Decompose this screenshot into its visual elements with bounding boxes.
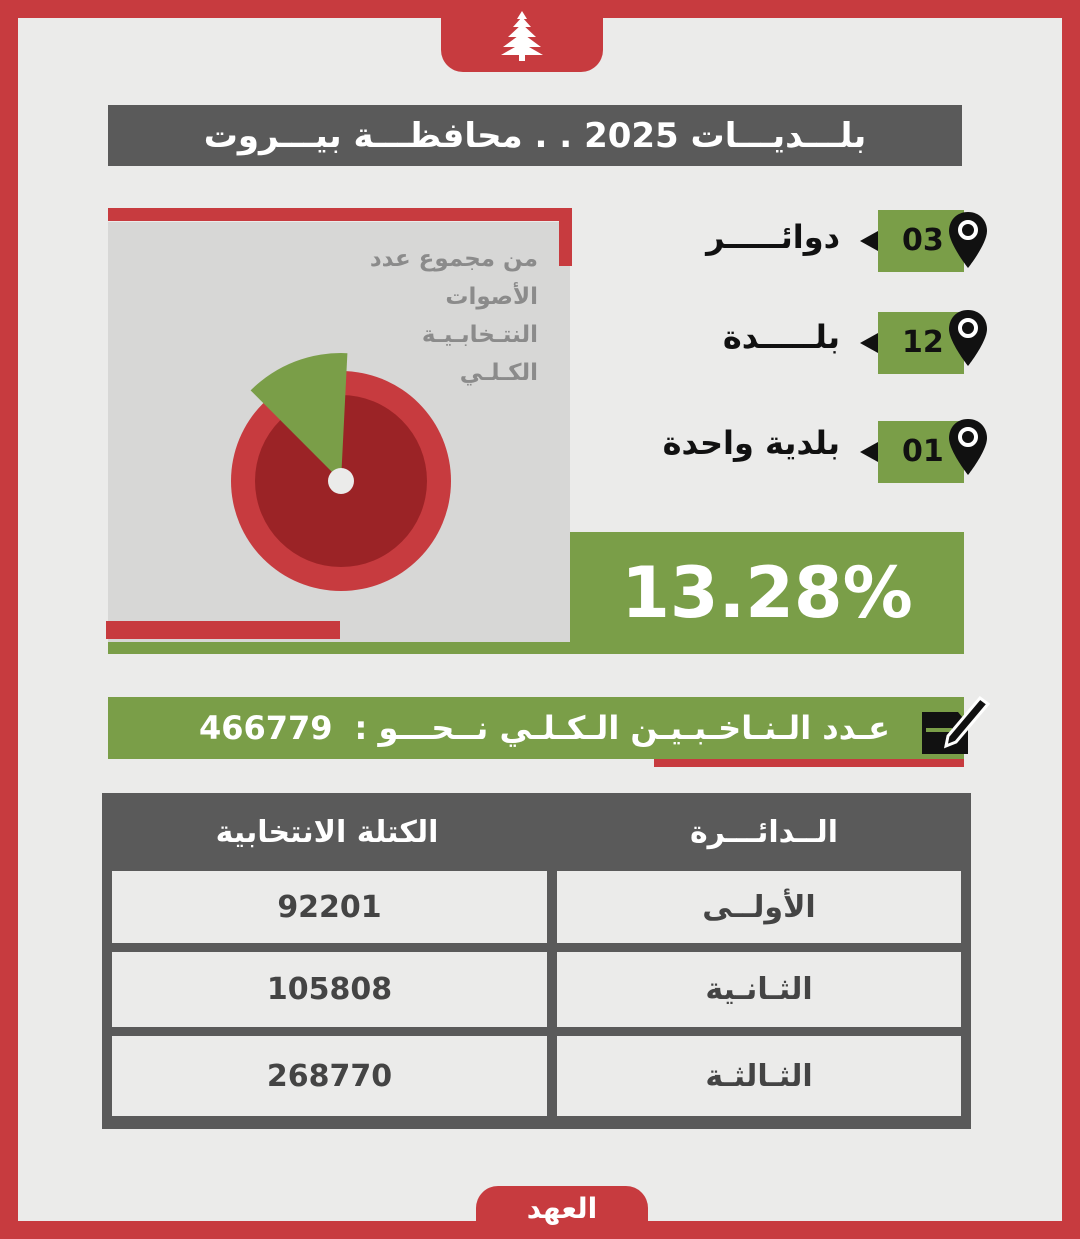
voters-value: 466779 <box>198 709 333 747</box>
stat-number: 12 <box>878 312 964 374</box>
bottom-badge <box>476 1186 648 1239</box>
table-cell-votes: 268770 <box>112 1036 547 1116</box>
location-pin-icon <box>946 210 990 272</box>
table-cell-district: الثـانـية <box>557 952 961 1027</box>
decor-strip-corner <box>559 208 572 266</box>
decor-strip-top <box>108 208 572 221</box>
table-cell-votes: 92201 <box>112 871 547 943</box>
page-title: بلـــديـــات 2025 . . محافظـــة بيـــروت <box>108 105 962 166</box>
table-cell-district: الأولــى <box>557 871 961 943</box>
stat-label: بلدية واحدة <box>662 424 840 462</box>
location-pin-icon <box>946 308 990 370</box>
stat-label: دوائـــــر <box>706 218 840 256</box>
pie-caption-line: الأصوات النتـخابـيـة <box>421 284 538 348</box>
percentage-underline <box>108 642 570 654</box>
voters-underline <box>654 759 964 767</box>
arrow-left-icon <box>860 231 878 251</box>
arrow-left-icon <box>860 333 878 353</box>
table-cell-votes: 105808 <box>112 952 547 1027</box>
table-header-district: الــدائـــرة <box>689 814 839 850</box>
percentage-value: 13.28% <box>570 532 964 654</box>
arrow-left-icon <box>860 442 878 462</box>
voters-label: عـدد الـنـاخـبـيـن الـكـلـي نــحـــو : <box>354 709 890 747</box>
table-header-votes: الكتلة الانتخابية <box>215 814 439 850</box>
voters-text <box>140 697 890 759</box>
cedar-tree-icon <box>500 9 544 63</box>
results-table <box>102 793 971 1129</box>
top-badge <box>441 0 603 72</box>
pie-chart <box>201 341 481 621</box>
stat-number: 01 <box>878 421 964 483</box>
pie-center-dot <box>328 468 354 494</box>
pie-caption-line: الكـلـي <box>459 360 538 386</box>
table-cell-district: الثـالثـة <box>557 1036 961 1116</box>
ballot-box-icon <box>918 690 990 760</box>
stat-number: 03 <box>878 210 964 272</box>
pie-caption-line: من مجموع عدد <box>369 246 538 272</box>
stat-label: بلـــــدة <box>722 318 840 356</box>
decor-strip-bottom <box>106 621 340 639</box>
brand-logo: العهد <box>526 1192 598 1225</box>
location-pin-icon <box>946 417 990 479</box>
